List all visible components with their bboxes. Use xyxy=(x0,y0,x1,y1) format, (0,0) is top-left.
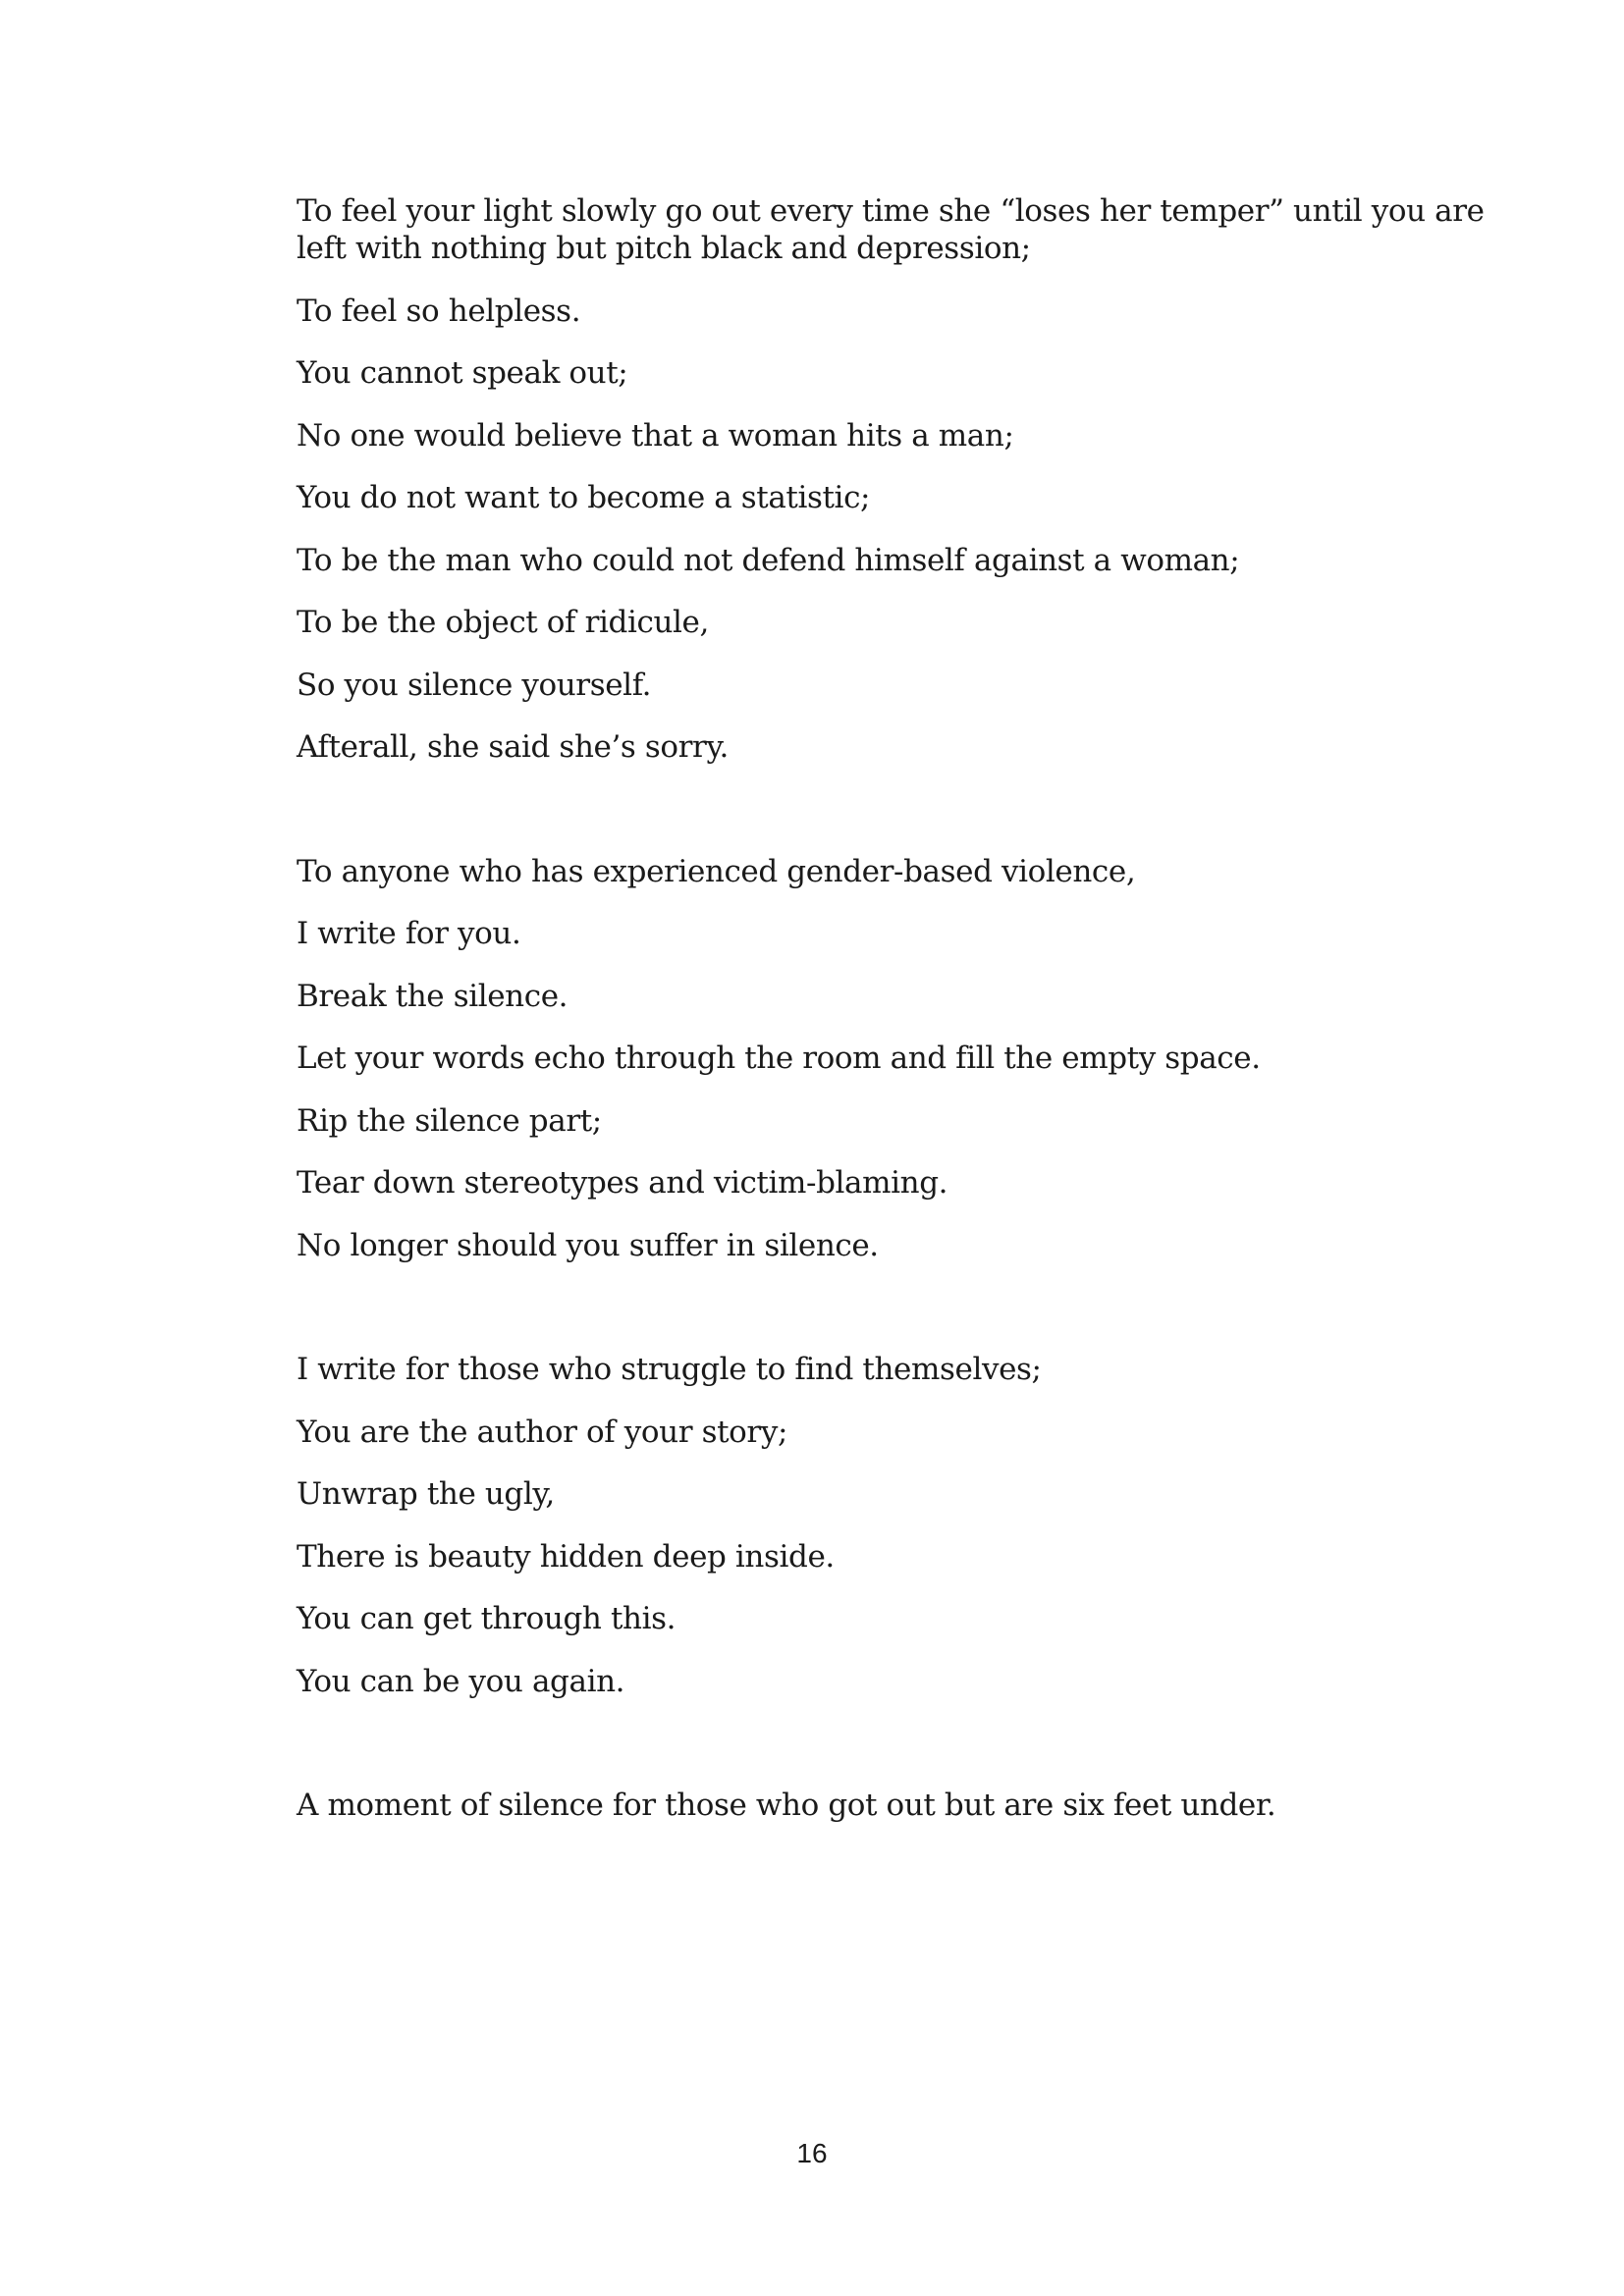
poem-line: I write for those who struggle to find themselves; xyxy=(297,1352,1042,1387)
poem-line: To anyone who has experienced gender-based violence, xyxy=(297,853,1136,889)
stanza-gap xyxy=(297,1289,1435,1351)
poem-line: No longer should you suffer in silence. xyxy=(297,1227,879,1263)
poem-line: No one would believe that a woman hits a man; xyxy=(297,417,1014,454)
poem-line: To be the object of ridicule, xyxy=(297,605,709,640)
page-number: 16 xyxy=(796,2138,828,2168)
poem-line: There is beauty hidden deep inside. xyxy=(297,1538,835,1575)
poem-line: Break the silence. xyxy=(297,978,568,1014)
stanza-gap xyxy=(297,1725,1435,1787)
poem-line: You do not want to become a statistic; xyxy=(297,480,871,515)
stanza-4 xyxy=(297,1787,1435,1824)
poem-line: To feel so helpless. xyxy=(297,293,581,329)
poem-line: So you silence yourself. xyxy=(297,667,652,703)
poem-line: You can get through this. xyxy=(297,1601,677,1636)
poem-line: Afterall, she said she’s sorry. xyxy=(297,729,729,765)
poem-line: Rip the silence part; xyxy=(297,1102,602,1139)
stanza-1 xyxy=(297,192,1485,766)
poem-line: A moment of silence for those who got out but are six feet under. xyxy=(297,1788,1276,1823)
stanza-gap xyxy=(297,791,1435,853)
poem-line: You are the author of your story; xyxy=(297,1414,787,1450)
poem-body xyxy=(297,192,1485,1849)
stanza-3 xyxy=(297,1351,1435,1700)
poem-line: left with nothing but pitch black and depression; xyxy=(297,231,1031,266)
poem-line: I write for you. xyxy=(297,916,521,951)
poem-line: Let your words echo through the room and fill the empty space. xyxy=(297,1041,1261,1076)
poem-line: To be the man who could not defend himself against a woman; xyxy=(297,542,1240,578)
poem-line: To feel your light slowly go out every time she “loses her temper” until you are xyxy=(297,193,1485,229)
poem-line: Tear down stereotypes and victim-blaming. xyxy=(297,1165,948,1201)
poem-line: Unwrap the ugly, xyxy=(297,1476,555,1512)
stanza-2 xyxy=(297,853,1435,1264)
poem-line: You can be you again. xyxy=(297,1663,625,1699)
poem-line: You cannot speak out; xyxy=(297,355,628,391)
